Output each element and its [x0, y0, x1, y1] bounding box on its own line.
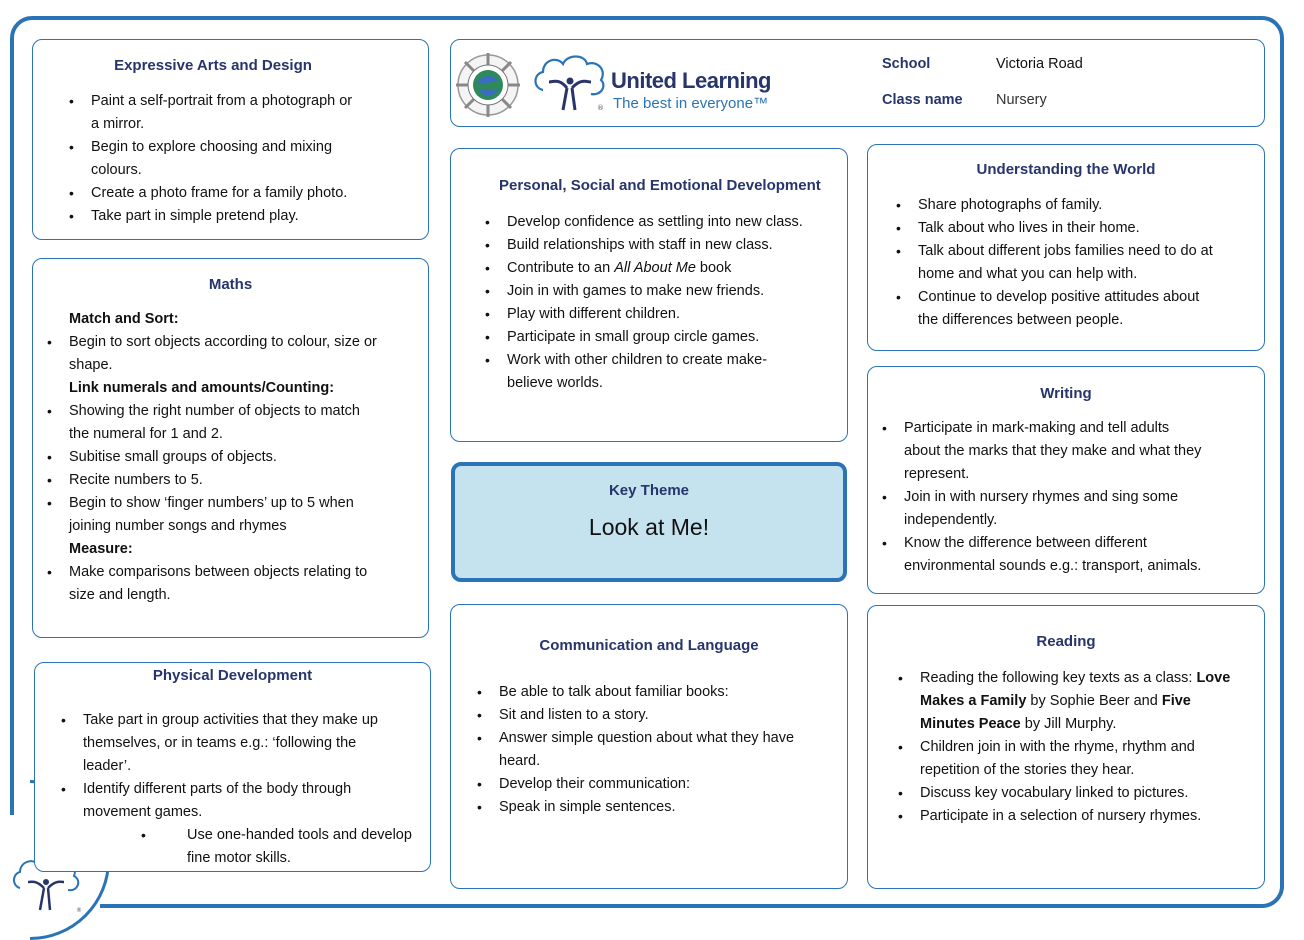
card-title: Personal, Social and Emotional Development: [499, 177, 821, 194]
list-item: • Participate in mark-making and tell adults about the marks that they make and what they represent.: [880, 417, 1260, 486]
expressive-arts-card: [32, 39, 429, 240]
list-item: • Join in with nursery rhymes and sing some independently.: [880, 486, 1260, 532]
list-item: • Children join in with the rhyme, rhythm and repetition of the stories they hear.: [896, 736, 1262, 782]
list-item: • Recite numbers to 5.: [45, 469, 423, 492]
list-item: • Share photographs of family.: [894, 194, 1262, 217]
class-label: Class name: [882, 92, 963, 108]
list-item: • Discuss key vocabulary linked to pictures.: [896, 782, 1262, 805]
list-item: • Make comparisons between objects relating to size and length.: [45, 561, 423, 607]
subheading: Measure:: [69, 541, 133, 557]
brand-name: United Learning: [611, 68, 771, 93]
card-title: Communication and Language: [539, 637, 759, 654]
key-theme-value: Look at Me!: [588, 514, 710, 540]
brand-tagline: The best in everyone™: [613, 95, 769, 112]
psed-card: [450, 148, 848, 442]
list-item: • Showing the right number of objects to match the numeral for 1 and 2.: [45, 400, 423, 446]
communication-card: [450, 604, 848, 889]
maths-card: [32, 258, 429, 638]
list-item: • Build relationships with staff in new class.: [483, 234, 843, 257]
list-item: • Begin to sort objects according to colour, size or shape.: [45, 331, 423, 377]
list-item: • Talk about different jobs families need to do at home and what you can help with.: [894, 240, 1262, 286]
list-item: • Work with other children to create make- believe worlds.: [483, 349, 843, 395]
school-label: School: [882, 56, 931, 72]
key-theme-card: [451, 462, 847, 582]
list-item: • Use one-handed tools and develop fine motor skills.: [139, 824, 429, 870]
list-item: • Talk about who lives in their home.: [894, 217, 1262, 240]
subheading: Link numerals and amounts/Counting:: [69, 380, 335, 396]
list-item: • Take part in simple pretend play.: [67, 205, 417, 228]
list-item: • Play with different children.: [483, 303, 843, 326]
key-theme-label: Key Theme: [608, 482, 690, 499]
list-item: • Paint a self-portrait from a photograph or a mirror.: [67, 90, 417, 136]
list-item: • Take part in group activities that they make up themselves, or in teams e.g.: ‘following the leader’.: [59, 709, 429, 778]
list-item: • Know the difference between different environmental sounds e.g.: transport, animals.: [880, 532, 1260, 578]
card-title: Writing: [1040, 385, 1092, 402]
list-item: • Participate in a selection of nursery rhymes.: [896, 805, 1262, 828]
school-value: Victoria Road: [996, 56, 1083, 72]
list-item: • Develop their communication:: [475, 773, 845, 796]
card-title: Physical Development: [152, 667, 313, 684]
list-item: • Create a photo frame for a family photo.: [67, 182, 417, 205]
card-title: Maths: [208, 276, 253, 293]
list-item: • Identify different parts of the body through movement games.: [59, 778, 429, 824]
understanding-world-card: [867, 144, 1265, 351]
list-item: • Answer simple question about what they have heard.: [475, 727, 845, 773]
reading-card: [867, 605, 1265, 889]
header-card: [450, 39, 1265, 127]
list-item: • Subitise small groups of objects.: [45, 446, 423, 469]
list-item: • Develop confidence as settling into new class.: [483, 211, 843, 234]
card-title: Reading: [1036, 633, 1096, 650]
class-value: Nursery: [996, 92, 1047, 108]
svg-text:®: ®: [76, 907, 82, 914]
list-item: • Contribute to an All About Me book: [483, 257, 843, 280]
list-item: • Begin to explore choosing and mixing colours.: [67, 136, 417, 182]
list-item: • Sit and listen to a story.: [475, 704, 845, 727]
list-item: • Participate in small group circle games.: [483, 326, 843, 349]
school-crest-icon: [455, 52, 521, 118]
card-title: Understanding the World: [976, 161, 1156, 178]
list-item: • Reading the following key texts as a class: Love Makes a Family by Sophie Beer and Five Minutes Peace by Jill Murphy.: [896, 667, 1262, 736]
physical-development-card: [34, 662, 431, 872]
svg-text:®: ®: [597, 104, 604, 112]
card-title: Expressive Arts and Design: [114, 57, 312, 74]
list-item: • Be able to talk about familiar books:: [475, 681, 845, 704]
subheading: Match and Sort:: [69, 311, 179, 327]
list-item: • Continue to develop positive attitudes about the differences between people.: [894, 286, 1262, 332]
list-item: • Speak in simple sentences.: [475, 796, 845, 819]
list-item: • Join in with games to make new friends.: [483, 280, 843, 303]
writing-card: [867, 366, 1265, 594]
united-learning-tree-icon: [529, 50, 609, 114]
list-item: • Begin to show ‘finger numbers’ up to 5 when joining number songs and rhymes: [45, 492, 423, 538]
